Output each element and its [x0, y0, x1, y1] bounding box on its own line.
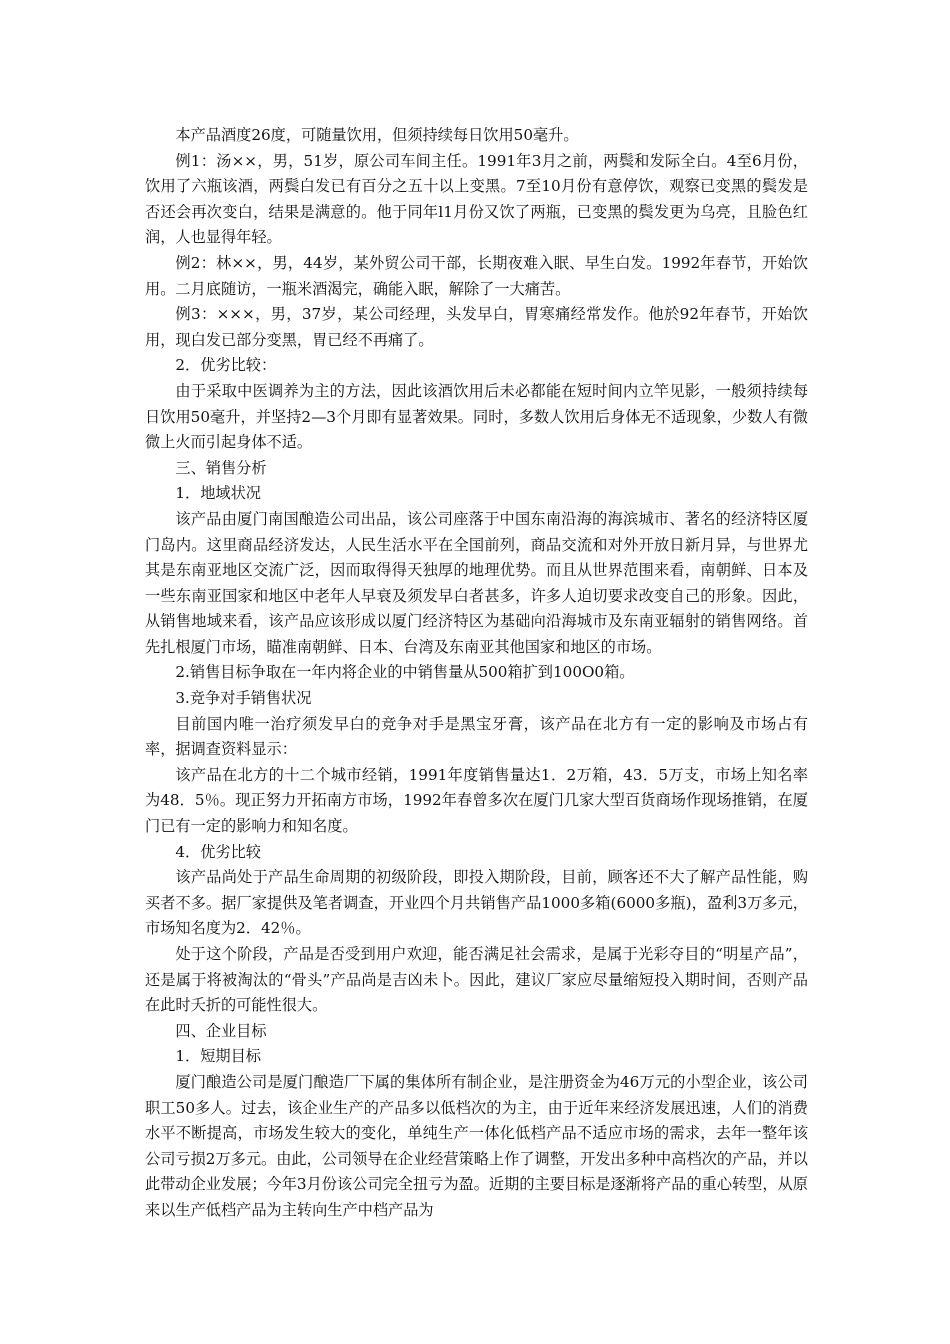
paragraph-product-stage: 该产品尚处于产品生命周期的初级阶段，即投入期阶段，目前，顾客还不大了解产品性能，购买者不多。据厂家提供及笔者调查，开业四个月共销售产品1000多箱(6000多瓶)，盈利3万多元，市场知名度为2．42％。 — [145, 868, 808, 938]
subheading-comparison-2: 4．优劣比较 — [175, 842, 261, 861]
paragraph-sales-target: 2.销售目标争取在一年内将企业的中销售量从500箱扩到100O0箱。 — [175, 663, 635, 682]
paragraph-case-1: 例1：汤××，男，51岁，原公司车间主任。1991年3月之前，两鬓和发际全白。4至6月份，饮用了六瓶该酒，两鬓白发已有百分之五十以上变黑。7至10月份有意停饮，观察已变黑的鬓发是否还会再次变白，结果是满意的。他于同年l1月份又饮了两瓶，已变黑的鬓发更为乌亮，且脸色红润，人也显得年轻。 — [145, 151, 808, 247]
paragraph-competitor-intro: 目前国内唯一治疗须发早白的竞争对手是黑宝牙膏，该产品在北方有一定的影响及市场占有率，据调查资料显示： — [145, 714, 808, 759]
paragraph-regional-status: 该产品由厦门南国酿造公司出品，该公司座落于中国东南沿海的海滨城市、著名的经济特区厦门岛内。这里商品经济发达，人民生活水平在全国前列，商品交流和对外开放日新月异，与世界尤其是东南亚地区交流广泛，因而取得得天独厚的地理优势。而且从世界范围来看，南朝鲜、日本及一些东南亚国家和地区中老年人早衰及须发早白者甚多，许多人迫切要求改变自己的形象。因此，从销售地域来看，该产品应该形成以厦门经济特区为基础向沿海城市及东南亚辐射的销售网络。首先扎根厦门市场，瞄准南朝鲜、日本、台湾及东南亚其他国家和地区的市场。 — [145, 509, 808, 656]
subheading-comparison: 2．优劣比较： — [175, 356, 277, 375]
section-heading-sales-analysis: 三、销售分析 — [175, 458, 267, 477]
paragraph-case-3: 例3：×××，男，37岁，某公司经理，头发早白，胃寒痛经常发作。他於92年春节，开始饮用，现白发已部分变黑，胃已经不再痛了。 — [145, 305, 808, 349]
paragraph-comparison: 由于采取中医调养为主的方法，因此该酒饮用后未必都能在短时间内立竿见影，一般须持续每日饮用50毫升，并坚持2—3个月即有显著效果。同时，多数人饮用后身体无不适现象，少数人有微微上火而引起身体不适。 — [145, 381, 808, 452]
paragraph-case-2: 例2：林××，男，44岁，某外贸公司干部，长期夜难入眠、早生白发。1992年春节，开始饮用。二月底随访，一瓶米酒渴完，确能入眠，解除了一大痛苦。 — [145, 253, 808, 298]
paragraph-competitor-data: 该产品在北方的十二个城市经销，1991年度销售量达1．2万箱，43．5万支，市场上知名率为48．5％。现正努力开拓南方市场，1992年春曾多次在厦门几家大型百货商场作现场推销，在厦门已有一定的影响力和知名度。 — [145, 765, 808, 836]
subheading-short-term: 1．短期目标 — [175, 1047, 261, 1066]
subheading-competitor: 3.竞争对手销售状况 — [175, 689, 312, 708]
subheading-regional-status: 1．地域状况 — [175, 484, 261, 503]
paragraph-short-term: 厦门酿造公司是厦门酿造厂下属的集体所有制企业，是注册资金为46万元的小型企业，该公司职工50多人。过去，该企业生产的产品多以低档次的为主，由于近年来经济发展迅速，人们的消费水平不断提高，市场发生较大的变化，单纯生产一体化低档产品不适应市场的需求，去年一整年该公司亏损2万多元。由此，公司领导在企业经营策略上作了调整，开发出多种中高档次的产品，并以此带动企业发展；今年3月份该公司完全扭亏为盈。近期的主要目标是逐渐将产品的重心转型，从原来以生产低档产品为主转向生产中档产品为 — [145, 1072, 808, 1219]
paragraph-stage-risk: 处于这个阶段，产品是否受到用户欢迎，能否满足社会需求，是属于光彩夺目的“明星产品”，还是属于将被淘汰的“骨头”产品尚是吉凶未卜。因此，建议厂家应尽量缩短投入期时间，否则产品在此时夭折的可能性很大。 — [145, 945, 808, 1015]
section-heading-company-goals: 四、企业目标 — [175, 1021, 267, 1040]
paragraph-intro: 本产品酒度26度，可随量饮用，但须持续每日饮用50毫升。 — [175, 126, 579, 144]
document-page — [145, 123, 808, 1224]
